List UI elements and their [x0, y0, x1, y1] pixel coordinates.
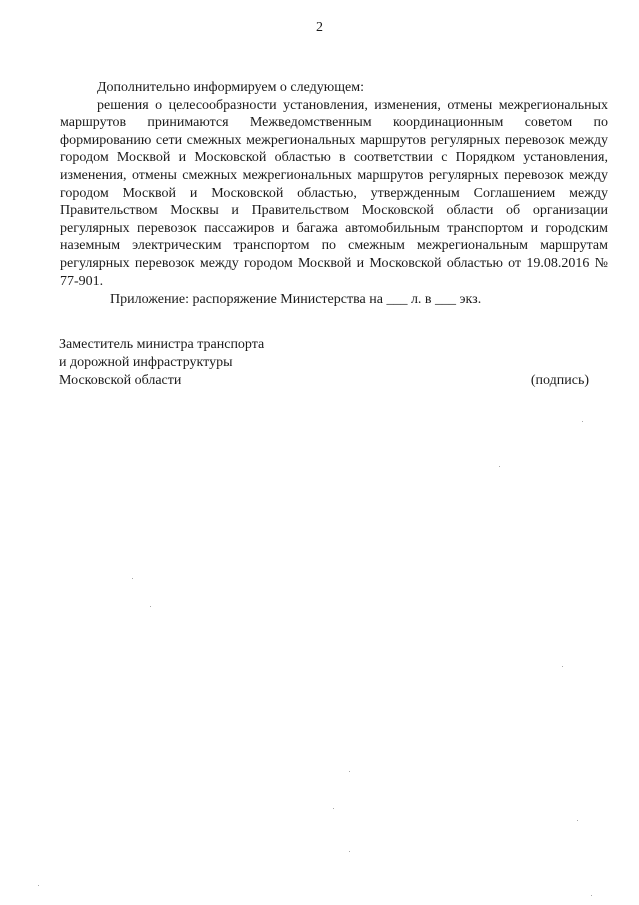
scan-speck	[577, 820, 578, 821]
attachment-line: Приложение: распоряжение Министерства на ___ л. в ___ экз.	[110, 292, 482, 308]
scan-speck	[591, 895, 592, 896]
main-paragraph: решения о целесообразности установления, изменения, отмены межрегиональных маршрутов принимаются Межведомственным координационным советом по формированию сети смежных межрегиональных маршрутов регулярных перевозок между городом Москвой и Московской областью в соответствии с Порядком установления, изменения, отмены смежных межрегиональных маршрутов регулярных перевозок между городом Москвой и Московской областью, утвержденным Соглашением между Правительством Москвы и Правительством Московской области об организации регулярных перевозок пассажиров и багажа автомобильным транспортом и городским наземным электрическим транспортом по смежным межрегиональным маршрутам регулярных перевозок между городом Москвой и Московской областью от 19.08.2016 № 77-901.	[60, 97, 608, 289]
page-number: 2	[316, 20, 323, 35]
letter-body	[60, 79, 608, 309]
scan-speck	[333, 808, 334, 809]
scan-speck	[582, 421, 583, 422]
signer-title-line-2: и дорожной инфраструктуры	[59, 355, 233, 370]
scan-speck	[150, 606, 151, 607]
scan-speck	[562, 666, 563, 667]
signer-title-line-1: Заместитель министра транспорта	[59, 337, 265, 352]
scan-speck	[349, 771, 350, 772]
scan-speck	[349, 851, 350, 852]
signature-placeholder: (подпись)	[530, 373, 589, 388]
signer-title-line-3: Московской области	[59, 373, 182, 388]
scan-speck	[38, 885, 39, 886]
scan-speck	[132, 578, 133, 579]
intro-line: Дополнительно информируем о следующем:	[97, 80, 364, 95]
signer-row	[59, 372, 589, 390]
signature-block	[59, 336, 589, 390]
scan-speck	[499, 466, 500, 467]
